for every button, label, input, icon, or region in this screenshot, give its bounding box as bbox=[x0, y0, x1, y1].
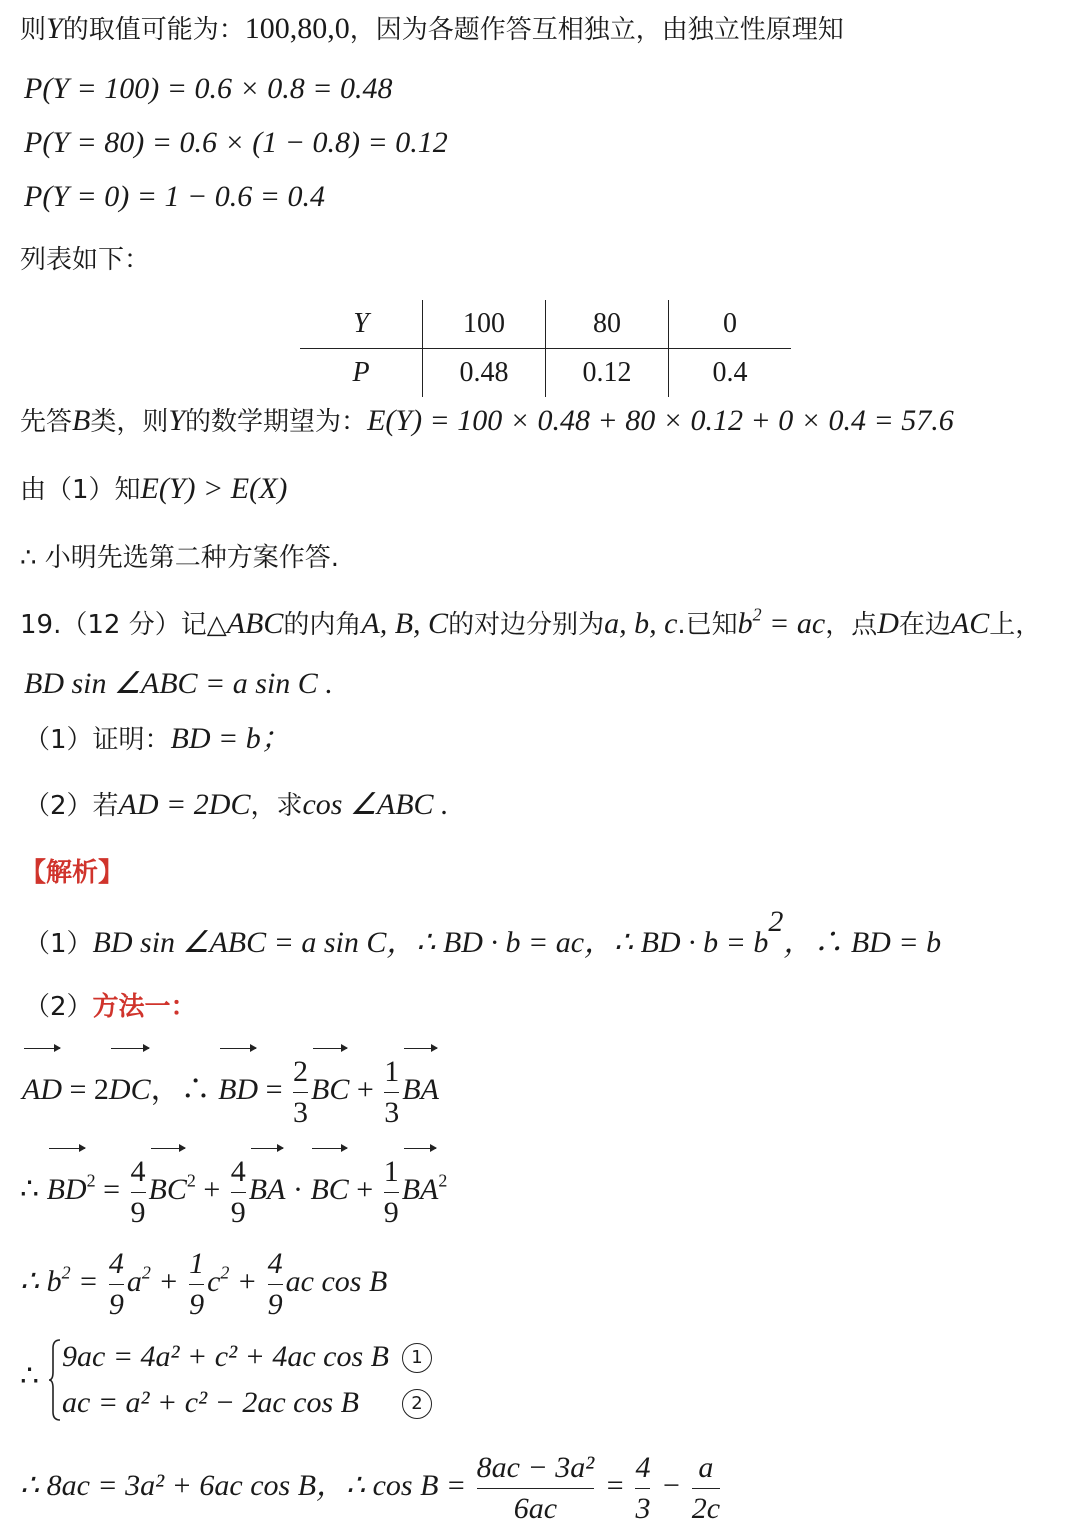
final-equation bbox=[20, 1446, 723, 1529]
denominator: 9 bbox=[230, 1195, 246, 1229]
text: 先答 bbox=[20, 407, 73, 437]
method-heading: 方法一： bbox=[92, 992, 197, 1022]
vector-equation-1 bbox=[22, 1050, 439, 1133]
text: 类，则 bbox=[90, 407, 169, 437]
table-cell: 0 bbox=[669, 300, 792, 349]
solution-part1 bbox=[24, 905, 942, 961]
numerator: 4 bbox=[131, 1152, 146, 1193]
table-cell: 80 bbox=[546, 300, 669, 349]
text: （1）证明： bbox=[24, 725, 171, 755]
exponent: 2 bbox=[61, 1262, 71, 1283]
text: ，因为各题作答互相独立，由独立性原理知 bbox=[349, 15, 844, 45]
fraction bbox=[231, 1152, 246, 1233]
formula: ，∴ BD = b bbox=[783, 926, 942, 959]
numerator: 1 bbox=[189, 1244, 204, 1285]
text: + bbox=[348, 1173, 381, 1206]
fraction bbox=[268, 1244, 283, 1325]
table-value-row bbox=[300, 349, 791, 398]
formula: cos ∠ABC . bbox=[302, 788, 449, 821]
vector-ad: AD bbox=[22, 1050, 62, 1130]
text: ，求 bbox=[250, 791, 303, 821]
formula: ，∴ BD · b = ac bbox=[386, 926, 585, 959]
values: 100,80,0 bbox=[244, 12, 350, 45]
system-equation-2: ac = a² + c² − 2ac cos B bbox=[62, 1386, 359, 1419]
table-cell: 100 bbox=[423, 300, 546, 349]
var: a, b, c bbox=[604, 607, 678, 640]
text: 上， bbox=[989, 610, 1042, 640]
var: = ac bbox=[761, 607, 826, 640]
question-19 bbox=[20, 604, 1042, 642]
text: （2）若 bbox=[24, 791, 119, 821]
system-therefore: ∴ bbox=[20, 1360, 40, 1393]
q19-condition-line: BD sin ∠ABC = a sin C . bbox=[24, 667, 333, 700]
text: + bbox=[150, 1265, 187, 1298]
exponent: 2 bbox=[220, 1262, 230, 1283]
text: = 2 bbox=[62, 1073, 109, 1106]
exponent: 2 bbox=[186, 1170, 196, 1191]
var: a bbox=[126, 1265, 142, 1298]
expectation-formula: E(Y) = 100 × 0.48 + 80 × 0.12 + 0 × 0.4 = 57.6 bbox=[367, 404, 954, 437]
var: c bbox=[207, 1265, 221, 1298]
question-number: 19.（12 分）记△ bbox=[20, 610, 227, 640]
vector-bc: BC bbox=[310, 1150, 348, 1230]
prob-y80: P(Y = 80) = 0.6 × (1 − 0.8) = 0.12 bbox=[24, 126, 448, 159]
formula: ，∴ cos B = bbox=[316, 1469, 474, 1502]
text: − bbox=[653, 1469, 689, 1502]
brace-icon bbox=[48, 1338, 62, 1422]
conclusion-line: ∴ 小明先选第二种方案作答. bbox=[20, 543, 340, 573]
text: + bbox=[229, 1265, 265, 1298]
formula: AD = 2DC bbox=[118, 788, 251, 821]
text: = bbox=[70, 1265, 106, 1298]
var: D bbox=[877, 607, 899, 640]
numerator: 2 bbox=[293, 1052, 308, 1093]
table-header-row bbox=[300, 300, 791, 349]
text: （1） bbox=[24, 929, 93, 959]
prob-y100: P(Y = 100) = 0.6 × 0.8 = 0.48 bbox=[24, 72, 393, 105]
circled-number-2: 2 bbox=[402, 1389, 432, 1419]
exponent: 2 bbox=[438, 1170, 448, 1191]
denominator: 9 bbox=[189, 1287, 205, 1321]
denominator: 3 bbox=[384, 1095, 400, 1129]
fraction bbox=[109, 1244, 124, 1325]
numerator: 1 bbox=[384, 1152, 399, 1193]
intro-line bbox=[20, 12, 844, 47]
text: = bbox=[258, 1073, 291, 1106]
text: 则 bbox=[20, 15, 47, 45]
table-cell: P bbox=[352, 357, 370, 388]
scalar-equation bbox=[20, 1242, 387, 1325]
numerator: 4 bbox=[268, 1244, 283, 1285]
vector-bc: BC bbox=[311, 1050, 349, 1130]
text: .已知 bbox=[677, 610, 738, 640]
text: = bbox=[95, 1173, 128, 1206]
vector-equation-2 bbox=[20, 1150, 447, 1233]
exponent: 2 bbox=[752, 604, 762, 625]
vector-ba: BA bbox=[402, 1150, 439, 1230]
text: ac cos B bbox=[285, 1265, 388, 1298]
var: ABC bbox=[226, 607, 284, 640]
var: Y bbox=[168, 404, 186, 437]
text: + bbox=[195, 1173, 228, 1206]
var: B bbox=[72, 404, 91, 437]
vector-ba: BA bbox=[249, 1150, 286, 1230]
text: 由（1）知 bbox=[20, 475, 141, 505]
numerator: a bbox=[692, 1448, 720, 1489]
text: 的对边分别为 bbox=[448, 610, 605, 640]
vector-dc: DC bbox=[109, 1050, 151, 1130]
formula: ，∴ BD · b = b bbox=[584, 926, 769, 959]
q19-part2 bbox=[24, 788, 449, 823]
formula: BD sin ∠ABC = a sin C bbox=[92, 926, 387, 959]
numerator: 4 bbox=[635, 1448, 650, 1489]
exponent: 2 bbox=[86, 1170, 96, 1191]
var: AC bbox=[950, 607, 990, 640]
numerator: 8ac − 3a² bbox=[477, 1448, 595, 1489]
numerator: 4 bbox=[231, 1152, 246, 1193]
exponent: 2 bbox=[768, 905, 784, 938]
denominator: 9 bbox=[130, 1195, 146, 1229]
fraction bbox=[692, 1448, 720, 1529]
denominator: 3 bbox=[293, 1095, 309, 1129]
fraction bbox=[293, 1052, 308, 1133]
text: （2） bbox=[24, 992, 93, 1022]
prob-y0: P(Y = 0) = 1 − 0.6 = 0.4 bbox=[24, 180, 325, 213]
text: ∴ bbox=[20, 1173, 47, 1206]
denominator: 9 bbox=[108, 1287, 124, 1321]
fraction bbox=[384, 1152, 399, 1233]
solution-part2-label bbox=[24, 990, 197, 1024]
numerator: 4 bbox=[109, 1244, 124, 1285]
vector-ba: BA bbox=[402, 1050, 439, 1130]
formula: E(Y) > E(X) bbox=[140, 472, 288, 505]
text: = bbox=[597, 1469, 633, 1502]
var: b bbox=[737, 607, 753, 640]
text: ，点 bbox=[825, 610, 878, 640]
distribution-table bbox=[300, 300, 791, 397]
text: + bbox=[349, 1073, 382, 1106]
table-cell: 0.48 bbox=[423, 349, 546, 398]
fraction bbox=[635, 1448, 650, 1529]
text: · bbox=[285, 1173, 311, 1206]
table-intro: 列表如下： bbox=[20, 245, 151, 275]
fraction bbox=[189, 1244, 204, 1325]
denominator: 6ac bbox=[513, 1491, 558, 1525]
denominator: 2c bbox=[691, 1491, 721, 1525]
text: 在边 bbox=[898, 610, 951, 640]
table-cell: 0.12 bbox=[546, 349, 669, 398]
vector-bd: BD bbox=[47, 1150, 87, 1230]
denominator: 3 bbox=[635, 1491, 651, 1525]
denominator: 9 bbox=[267, 1287, 283, 1321]
system-equation-1: 9ac = 4a² + c² + 4ac cos B bbox=[62, 1340, 389, 1373]
from-part1-line bbox=[20, 472, 287, 507]
q19-part1 bbox=[24, 722, 291, 757]
text: ∴ b bbox=[20, 1265, 62, 1298]
formula: ∴ 8ac = 3a² + 6ac cos B bbox=[20, 1469, 317, 1502]
text: 的内角 bbox=[283, 610, 362, 640]
var-y: Y bbox=[46, 12, 63, 45]
table-cell: 0.4 bbox=[669, 349, 792, 398]
numerator: 1 bbox=[384, 1052, 399, 1093]
vector-bd: BD bbox=[218, 1050, 258, 1130]
analysis-heading: 【解析】 bbox=[20, 858, 125, 888]
text: 的取值可能为： bbox=[62, 15, 245, 45]
table-cell: Y bbox=[300, 300, 423, 349]
var: A, B, C bbox=[361, 607, 449, 640]
fraction bbox=[131, 1152, 146, 1233]
denominator: 9 bbox=[383, 1195, 399, 1229]
fraction bbox=[477, 1448, 595, 1529]
circled-number-1: 1 bbox=[402, 1343, 432, 1373]
text: ，∴ bbox=[150, 1073, 219, 1106]
vector-bc: BC bbox=[149, 1150, 187, 1230]
expectation-line bbox=[20, 404, 954, 439]
fraction bbox=[384, 1052, 399, 1133]
condition bbox=[737, 604, 826, 640]
formula: BD = b； bbox=[170, 722, 291, 755]
text: 的数学期望为： bbox=[185, 407, 368, 437]
exponent: 2 bbox=[141, 1262, 151, 1283]
